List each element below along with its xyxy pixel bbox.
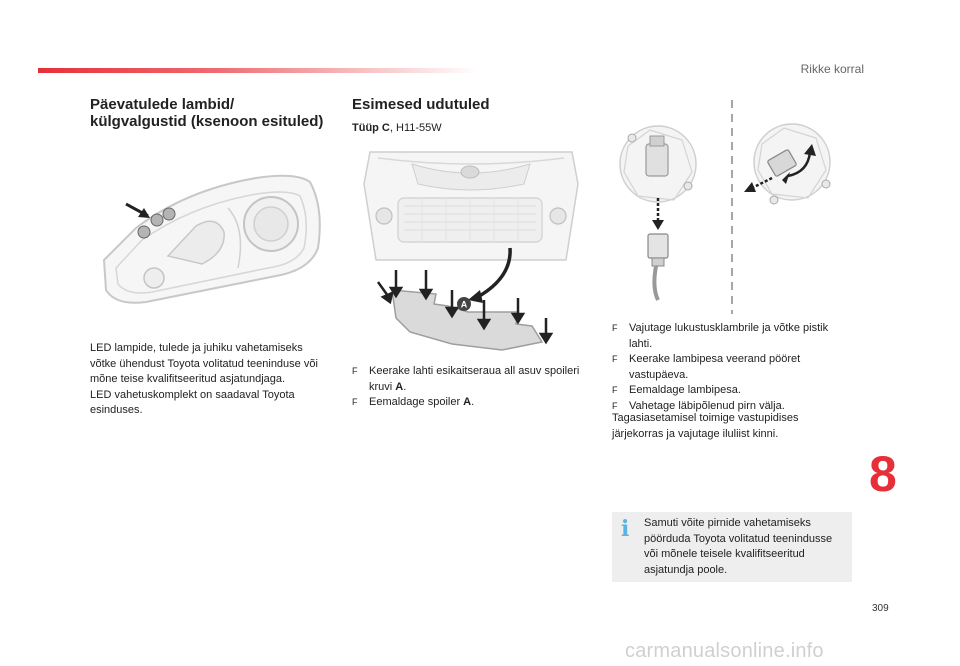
step-text: kruvi bbox=[369, 380, 396, 393]
right-body-text bbox=[612, 411, 850, 442]
left-text-line: esinduses. bbox=[90, 404, 143, 416]
info-text bbox=[644, 516, 844, 578]
step-text: Vajutage lukustusklambrile ja võtke pistik bbox=[629, 322, 829, 334]
step-marker: F bbox=[612, 354, 618, 364]
spoiler-label-a: A bbox=[460, 299, 468, 310]
middle-steps bbox=[352, 364, 594, 411]
left-text-line: LED lampide, tulede ja juhiku vahetamiseks bbox=[90, 342, 303, 354]
step-text: . bbox=[471, 396, 475, 408]
left-text-line: mõne teise kvalifitseeritud asjatundjaga. bbox=[90, 373, 286, 385]
info-text-line: pöörduda Toyota volitatud teenindusse bbox=[644, 532, 833, 545]
right-text-line: järjekorras ja vajutage iluliist kinni. bbox=[612, 427, 779, 440]
left-text-line: võtke ühendust Toyota volitatud teeninduse või bbox=[90, 357, 318, 370]
section-title: Rikke korral bbox=[800, 62, 864, 76]
front-bumper-illustration bbox=[352, 140, 588, 360]
step-text: Eemaldage spoiler bbox=[369, 396, 464, 408]
info-text-line: asjatundja poole. bbox=[644, 563, 728, 576]
step-marker: F bbox=[612, 385, 618, 395]
left-heading-line1: Päevatulede lambid/ bbox=[90, 96, 235, 113]
left-body-text bbox=[90, 341, 340, 419]
step-text: Vahetage läbipõlenud pirn välja. bbox=[629, 399, 785, 412]
bulb-type-label: Tüüp C bbox=[352, 122, 390, 134]
left-heading bbox=[90, 96, 340, 130]
info-text-line: või mõnele teisele kvalifitseeritud bbox=[644, 548, 805, 560]
list-item bbox=[352, 364, 594, 395]
page-number: 309 bbox=[872, 603, 889, 614]
step-marker: F bbox=[352, 397, 358, 407]
info-icon: i bbox=[621, 516, 630, 542]
step-marker: F bbox=[612, 400, 618, 411]
left-heading-line2: külgvalgustid (ksenoon esituled) bbox=[90, 113, 324, 130]
list-item bbox=[612, 383, 850, 399]
step-text: lahti. bbox=[629, 337, 653, 350]
bulb-type-line bbox=[352, 122, 442, 134]
info-box bbox=[612, 512, 852, 582]
bulb-type-spec: , H11-55W bbox=[389, 122, 442, 134]
step-text: . bbox=[403, 380, 407, 393]
headlamp-illustration bbox=[96, 168, 336, 318]
step-marker: F bbox=[352, 366, 358, 376]
list-item bbox=[612, 321, 850, 352]
watermark: carmanualsonline.info bbox=[625, 640, 824, 662]
middle-heading: Esimesed udutuled bbox=[352, 96, 490, 113]
step-text: vastupäeva. bbox=[629, 368, 689, 381]
step-text-bold: A bbox=[463, 396, 472, 408]
chapter-number: 8 bbox=[869, 446, 897, 502]
left-text-line: LED vahetuskomplekt on saadaval Toyota bbox=[90, 388, 295, 401]
list-item bbox=[612, 352, 850, 383]
step-text: Keerake lambipesa veerand pööret bbox=[629, 353, 801, 365]
info-text-line: Samuti võite pirnide vahetamiseks bbox=[644, 517, 811, 529]
right-text-line: Tagasiasetamisel toimige vastupidises bbox=[612, 412, 799, 424]
fog-lamp-illustration bbox=[612, 100, 852, 315]
step-text: Eemaldage lambipesa. bbox=[629, 384, 741, 396]
list-item bbox=[352, 395, 594, 411]
step-marker: F bbox=[612, 323, 618, 333]
header-accent-bar bbox=[38, 68, 478, 73]
step-text: Keerake lahti esikaitseraua all asuv spoileri bbox=[369, 365, 580, 377]
right-steps bbox=[612, 321, 850, 414]
step-text-bold: A bbox=[395, 380, 404, 393]
